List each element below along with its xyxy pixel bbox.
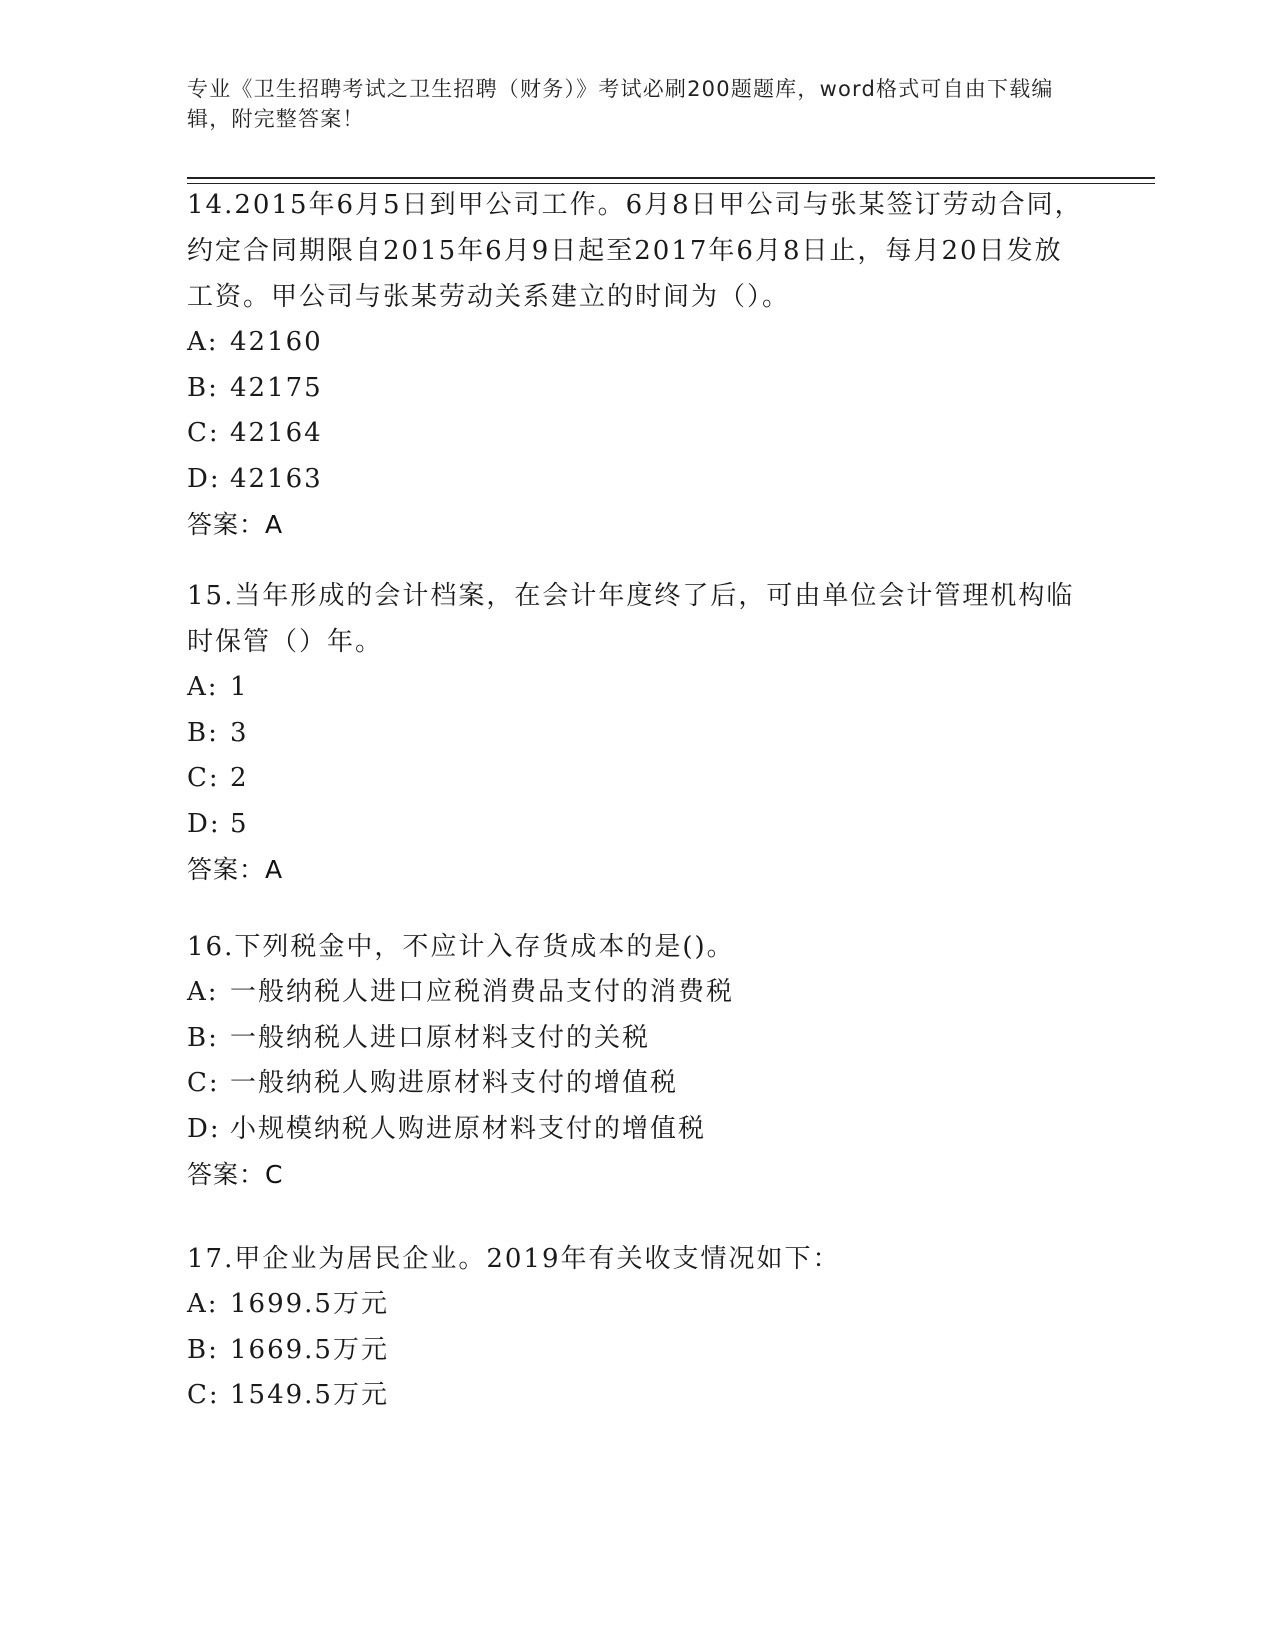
option-key: C: bbox=[187, 418, 220, 448]
option-b bbox=[187, 1328, 1087, 1374]
option-key: B: bbox=[187, 372, 219, 403]
answer: 答案：A bbox=[187, 855, 284, 884]
option-text: 1 bbox=[230, 672, 249, 702]
option-a bbox=[187, 665, 1087, 711]
option-key: B: bbox=[187, 1022, 219, 1053]
option-key: D: bbox=[187, 1113, 221, 1144]
option-text: 3 bbox=[230, 717, 249, 748]
option-b bbox=[187, 1016, 1087, 1062]
option-d bbox=[187, 457, 1087, 503]
option-text: 1669.5万元 bbox=[230, 1334, 389, 1365]
option-text: 一般纳税人购进原材料支付的增值税 bbox=[230, 1068, 679, 1098]
option-text: 42175 bbox=[230, 372, 323, 403]
option-a bbox=[187, 320, 1087, 366]
option-c bbox=[187, 411, 1087, 457]
option-b bbox=[187, 711, 1087, 757]
option-key: B: bbox=[187, 1334, 219, 1365]
option-key: A: bbox=[187, 1289, 219, 1319]
option-key: A: bbox=[187, 672, 219, 702]
header-divider-thick bbox=[187, 177, 1155, 179]
option-text: 42164 bbox=[230, 418, 323, 448]
option-a bbox=[187, 1282, 1087, 1328]
question-14 bbox=[187, 182, 1087, 548]
answer: 答案：C bbox=[187, 1160, 284, 1189]
option-key: C: bbox=[187, 763, 220, 793]
option-d bbox=[187, 802, 1087, 848]
option-text: 一般纳税人进口应税消费品支付的消费税 bbox=[230, 977, 735, 1007]
question-stem: 16.下列税金中，不应计入存货成本的是()。 bbox=[187, 932, 735, 962]
question-stem: 15.当年形成的会计档案，在会计年度终了后，可由单位会计管理机构临时保管（）年。 bbox=[187, 581, 1075, 657]
option-text: 42163 bbox=[230, 463, 323, 494]
option-b bbox=[187, 366, 1087, 412]
option-text: 2 bbox=[230, 763, 249, 793]
option-key: B: bbox=[187, 717, 219, 748]
option-c bbox=[187, 1061, 1087, 1107]
option-key: A: bbox=[187, 327, 219, 357]
option-text: 1699.5万元 bbox=[230, 1289, 389, 1319]
option-text: 小规模纳税人购进原材料支付的增值税 bbox=[230, 1113, 707, 1144]
option-text: 一般纳税人进口原材料支付的关税 bbox=[230, 1022, 651, 1053]
option-text: 5 bbox=[230, 808, 249, 839]
option-text: 1549.5万元 bbox=[230, 1380, 389, 1410]
option-c bbox=[187, 756, 1087, 802]
option-text: 42160 bbox=[230, 327, 323, 357]
option-key: D: bbox=[187, 463, 221, 494]
question-17 bbox=[187, 1236, 1087, 1419]
question-16 bbox=[187, 924, 1087, 1198]
option-key: C: bbox=[187, 1068, 220, 1098]
question-15 bbox=[187, 573, 1087, 893]
option-key: A: bbox=[187, 977, 219, 1007]
option-c bbox=[187, 1373, 1087, 1419]
option-d bbox=[187, 1107, 1087, 1153]
option-key: D: bbox=[187, 808, 221, 839]
document-header: 专业《卫生招聘考试之卫生招聘（财务）》考试必刷200题题库，word格式可自由下载编辑，附完整答案！ bbox=[187, 77, 1054, 131]
option-key: C: bbox=[187, 1380, 220, 1410]
question-stem: 17.甲企业为居民企业。2019年有关收支情况如下： bbox=[187, 1244, 841, 1274]
answer: 答案：A bbox=[187, 510, 284, 539]
question-stem: 14.2015年6月5日到甲公司工作。6月8日甲公司与张某签订劳动合同，约定合同期限自2015年6月9日起至2017年6月8日止，每月20日发放工资。甲公司与张某劳动关系建立的时间为（）。 bbox=[187, 190, 1083, 312]
option-a bbox=[187, 970, 1087, 1016]
